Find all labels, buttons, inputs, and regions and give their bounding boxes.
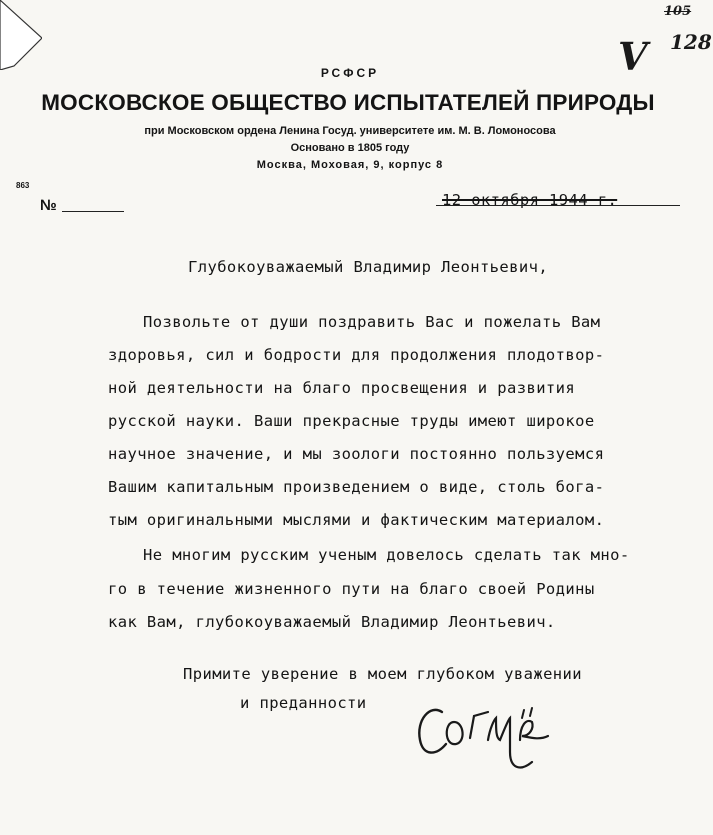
body-line: как Вам, глубокоуважаемый Владимир Леонтьевич. — [108, 613, 556, 631]
letterhead-affiliation: при Московском ордена Ленина Госуд. университете им. М. В. Ломоносова — [144, 125, 556, 137]
date-blank-line — [436, 205, 680, 206]
body-line: Вашим капитальным произведением о виде, столь бога- — [108, 478, 605, 496]
body-line: го в течение жизненного пути на благо своей Родины — [108, 580, 595, 598]
check-mark: V — [618, 34, 648, 79]
letterhead-title: МОСКОВСКОЕ ОБЩЕСТВО ИСПЫТАТЕЛЕЙ ПРИРОДЫ — [41, 90, 655, 115]
body-line: Позвольте от души поздравить Вас и пожелать Вам — [143, 313, 601, 331]
crossed-folio-number: 105 — [664, 4, 692, 19]
letter-date: 12 октября 1944 г. — [442, 191, 618, 209]
body-line: ной деятельности на благо просвещения и развития — [108, 379, 576, 397]
body-line: здоровья, сил и бодрости для продолжения плодотвор- — [108, 346, 605, 364]
number-blank-line — [62, 211, 124, 212]
form-small-number: 863 — [16, 181, 30, 190]
body-line: русской науки. Ваши прекрасные труды имеют широкое — [108, 412, 595, 430]
letterhead-founded: Основано в 1805 году — [290, 142, 410, 154]
letterhead-abbr: РСФСР — [320, 66, 380, 80]
letterhead-address: Москва, Моховая, 9, корпус 8 — [256, 159, 444, 171]
signature — [408, 682, 580, 782]
number-label: № — [40, 197, 57, 214]
body-line: научное значение, и мы зоологи постоянно пользуемся — [108, 445, 605, 463]
closing-line: и преданности — [240, 694, 367, 712]
closing-line: Примите уверение в моем глубоком уважении — [183, 665, 583, 683]
folded-corner — [0, 0, 42, 70]
body-line: Не многим русским ученым довелось сделать так мно- — [143, 546, 630, 564]
salutation: Глубокоуважаемый Владимир Леонтьевич, — [188, 258, 549, 276]
body-line: тым оригинальными мыслями и фактическим материалом. — [108, 511, 605, 529]
folio-number: 128 — [670, 30, 712, 54]
